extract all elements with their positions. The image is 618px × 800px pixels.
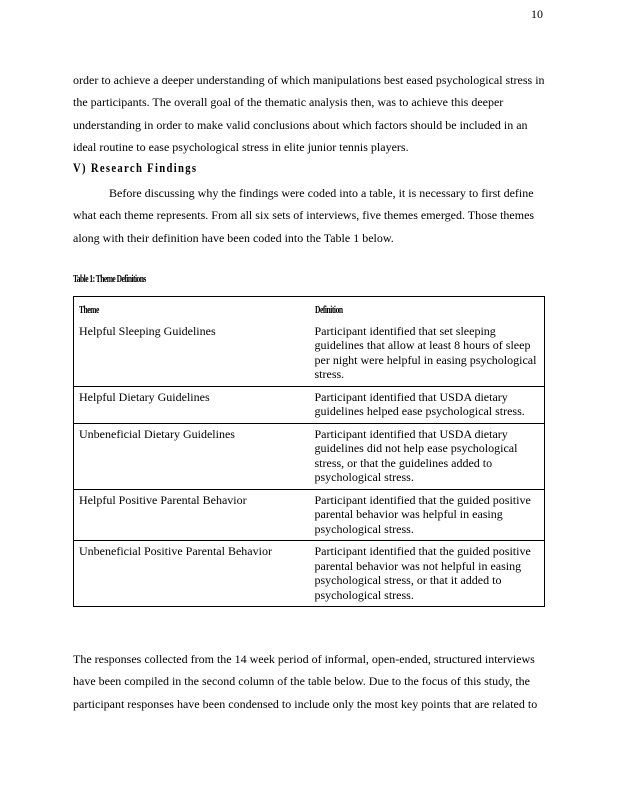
definition-header-cell [310, 297, 545, 321]
table-row [74, 423, 545, 489]
findings-paragraph: Before discussing why the findings were coded into a table, it is necessary to first define what each theme represents. From all six sets of interviews, five themes emerged. Those themes along with their definition have been coded into the Table 1 below. [73, 186, 535, 245]
table-row [74, 386, 545, 423]
theme-cell: Helpful Positive Parental Behavior [79, 492, 247, 507]
page-number: 10 [531, 7, 543, 21]
theme-cell: Helpful Dietary Guidelines [79, 389, 210, 404]
definition-cell: Participant identified that set sleeping guidelines that allow at least 8 hours of sleep per night were helpful in easing psychological stress. [314, 323, 537, 381]
table-row [74, 541, 545, 607]
after-table-paragraph: The responses collected from the 14 week period of informal, open-ended, structured interviews have been compiled in the second column of the table below. Due to the focus of this study, the participant responses have been condensed to include only the most key points that are related to [73, 652, 538, 711]
definition-cell: Participant identified that USDA dietary guidelines did not help ease psychological stress, or that the guidelines added to psychological stress. [314, 426, 518, 484]
table-caption: Table 1: Theme Definitions [73, 274, 146, 285]
theme-cell: Unbeneficial Dietary Guidelines [79, 426, 235, 441]
table-header-row [74, 297, 545, 321]
intro-paragraph: order to achieve a deeper understanding of which manipulations best eased psychological stress in the participants. The overall goal of the thematic analysis then, was to achieve this deeper understanding in order to make valid conclusions about which factors should be included in an ideal routine to ease psychological stress in elite junior tennis players. [73, 73, 545, 154]
table-row [74, 489, 545, 541]
table-row [74, 321, 545, 387]
section-heading: V) Research Findings [73, 160, 198, 175]
theme-header: Theme [79, 305, 99, 316]
theme-cell: Helpful Sleeping Guidelines [79, 323, 216, 338]
definition-cell: Participant identified that the guided positive parental behavior was helpful in easing psychological stress. [314, 492, 531, 536]
theme-definitions-table [73, 296, 545, 607]
theme-cell: Unbeneficial Positive Parental Behavior [79, 544, 272, 558]
definition-cell: Participant identified that USDA dietary guidelines helped ease psychological stress. [314, 389, 525, 418]
definition-cell: Participant identified that the guided positive parental behavior was not helpful in easing psychological stress, or that it added to psychological stress. [314, 544, 531, 602]
theme-header-cell [74, 297, 310, 321]
definition-header: Definition [314, 305, 343, 316]
